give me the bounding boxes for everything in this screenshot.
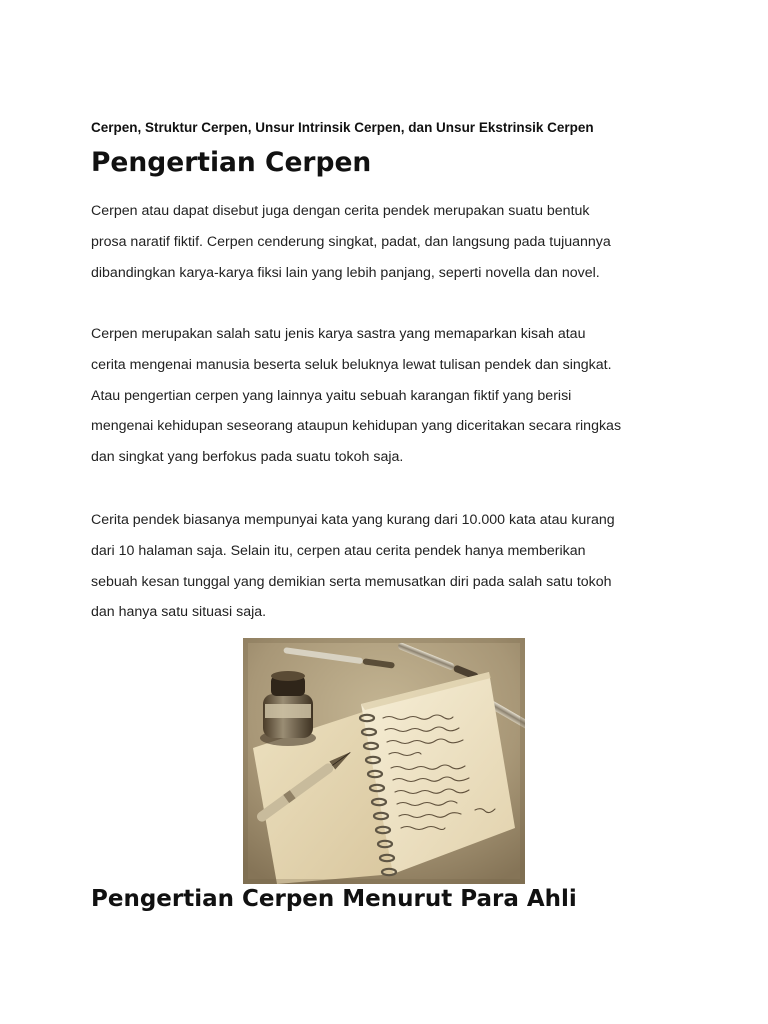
paragraph-1 [91, 196, 691, 288]
section-heading: Pengertian Cerpen Menurut Para Ahli [91, 886, 577, 912]
paragraph-line: dan hanya satu situasi saja. [91, 604, 267, 621]
paragraph-line: Cerpen merupakan salah satu jenis karya sastra yang memaparkan kisah atau [91, 326, 586, 342]
paragraph-3 [91, 505, 691, 628]
paragraph-line: Cerpen atau dapat disebut juga dengan cerita pendek merupakan suatu bentuk [91, 203, 590, 219]
paragraph-line: dari 10 halaman saja. Selain itu, cerpen atau cerita pendek hanya memberikan [91, 542, 586, 559]
document-kicker: Cerpen, Struktur Cerpen, Unsur Intrinsik Cerpen, dan Unsur Ekstrinsik Cerpen [91, 120, 594, 135]
paragraph-line: Atau pengertian cerpen yang lainnya yaitu sebuah karangan fiktif yang berisi [91, 387, 572, 404]
paragraph-line: sebuah kesan tunggal yang demikian serta memusatkan diri pada salah satu tokoh [91, 573, 612, 590]
paragraph-line: dan singkat yang berfokus pada suatu tokoh saja. [91, 449, 404, 466]
paragraph-line: cerita mengenai manusia beserta seluk beluknya lewat tulisan pendek dan singkat. [91, 356, 612, 373]
paragraph-line: Cerita pendek biasanya mempunyai kata yang kurang dari 10.000 kata atau kurang [91, 512, 615, 528]
paragraph-line: prosa naratif fiktif. Cerpen cenderung singkat, padat, dan langsung pada tujuannya [91, 233, 611, 250]
notebook-pen-illustration [243, 638, 525, 884]
notebook-pen-inkwell-icon [243, 638, 525, 884]
paragraph-2 [91, 319, 691, 473]
page-title: Pengertian Cerpen [91, 147, 372, 178]
paragraph-line: dibandingkan karya-karya fiksi lain yang lebih panjang, seperti novella dan novel. [91, 264, 600, 281]
paragraph-line: mengenai kehidupan seseorang ataupun kehidupan yang diceritakan secara ringkas [91, 418, 622, 435]
